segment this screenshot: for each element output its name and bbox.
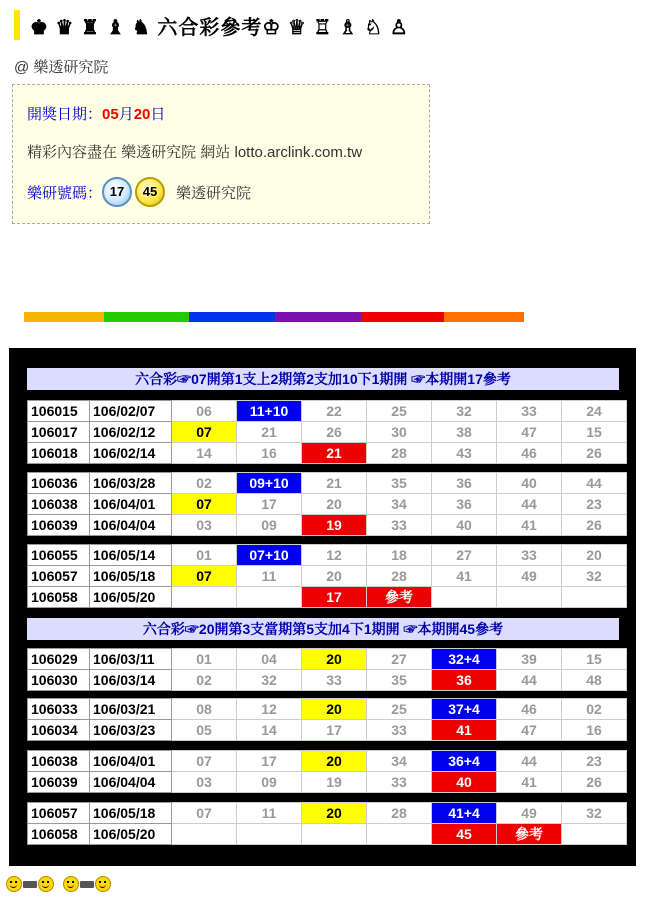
number-cell: 06 <box>172 401 237 422</box>
draw-group-table <box>27 472 627 536</box>
draw-date: 106/05/18 <box>90 803 172 824</box>
number-cell: 19 <box>302 515 367 536</box>
draw-id: 106018 <box>28 443 90 464</box>
number-cell: 02 <box>562 699 627 720</box>
draw-date-month-unit: 月 <box>118 106 134 123</box>
table-row <box>28 803 627 824</box>
draw-date-day-unit: 日 <box>150 106 166 123</box>
draw-date: 106/05/18 <box>90 566 172 587</box>
draw-id: 106057 <box>28 803 90 824</box>
number-cell: 26 <box>562 772 627 793</box>
number-cell: 44 <box>497 494 562 515</box>
draw-id: 106036 <box>28 473 90 494</box>
number-cell: 28 <box>367 443 432 464</box>
number-cell <box>172 824 237 845</box>
number-cell: 21 <box>237 422 302 443</box>
number-cell: 08 <box>172 699 237 720</box>
draw-date-label: 開獎日期： <box>27 106 103 123</box>
draw-group-table <box>27 750 627 793</box>
number-cell: 20 <box>302 751 367 772</box>
number-cell: 44 <box>497 670 562 691</box>
table-row <box>28 443 627 464</box>
numbers-row <box>27 177 251 207</box>
number-cell: 32 <box>562 566 627 587</box>
draw-id: 106039 <box>28 515 90 536</box>
number-cell: 44 <box>562 473 627 494</box>
number-cell: 35 <box>367 473 432 494</box>
number-cell: 11+10 <box>237 401 302 422</box>
number-cell: 參考 <box>367 587 432 608</box>
page-header <box>14 10 409 40</box>
number-cell: 04 <box>237 649 302 670</box>
draw-id: 106057 <box>28 566 90 587</box>
number-cell: 33 <box>497 545 562 566</box>
number-cell: 12 <box>302 545 367 566</box>
number-cell: 33 <box>367 772 432 793</box>
number-cell: 11 <box>237 803 302 824</box>
byline: @ 樂透研究院 <box>14 59 109 76</box>
section-title: 六合彩☞20開第3支當期第5支加4下1期開 ☞本期開45參考 <box>27 618 619 640</box>
number-cell: 27 <box>432 545 497 566</box>
number-cell: 22 <box>302 401 367 422</box>
draw-date-month: 05 <box>102 106 119 123</box>
number-cell: 27 <box>367 649 432 670</box>
draw-group-table <box>27 648 627 691</box>
number-cell: 28 <box>367 803 432 824</box>
number-cell: 20 <box>302 494 367 515</box>
number-cell: 36 <box>432 494 497 515</box>
table-row <box>28 473 627 494</box>
number-cell: 參考 <box>497 824 562 845</box>
number-cell: 26 <box>302 422 367 443</box>
number-cell: 41 <box>432 720 497 741</box>
number-cell: 21 <box>302 473 367 494</box>
draw-group-table <box>27 802 627 845</box>
gun-icon <box>80 881 94 888</box>
numbers-source: 樂透研究院 <box>176 184 252 202</box>
number-cell: 17 <box>302 587 367 608</box>
number-cell: 32 <box>432 401 497 422</box>
number-cell: 20 <box>302 699 367 720</box>
number-cell: 23 <box>562 494 627 515</box>
number-cell: 16 <box>237 443 302 464</box>
number-cell: 39 <box>497 649 562 670</box>
table-row <box>28 824 627 845</box>
number-cell: 18 <box>367 545 432 566</box>
number-cell: 15 <box>562 649 627 670</box>
number-cell: 40 <box>432 515 497 536</box>
number-cell: 34 <box>367 494 432 515</box>
number-cell: 09 <box>237 515 302 536</box>
table-row <box>28 422 627 443</box>
number-cell: 41 <box>497 772 562 793</box>
draw-id: 106038 <box>28 751 90 772</box>
draw-date: 106/04/04 <box>90 515 172 536</box>
number-cell: 33 <box>302 670 367 691</box>
number-cell: 09+10 <box>237 473 302 494</box>
numbers-label: 樂研號碼： <box>27 184 103 202</box>
number-cell: 19 <box>302 772 367 793</box>
number-cell: 36 <box>432 670 497 691</box>
number-cell: 38 <box>432 422 497 443</box>
table-row <box>28 720 627 741</box>
draw-id: 106039 <box>28 772 90 793</box>
table-row <box>28 545 627 566</box>
draw-group-table <box>27 400 627 464</box>
color-segment <box>24 312 104 322</box>
number-cell: 47 <box>497 720 562 741</box>
number-cell: 02 <box>172 473 237 494</box>
smiley-icon <box>63 876 79 892</box>
source-text: 精彩內容盡在 樂透研究院 網站 lotto.arclink.com.tw <box>27 144 363 161</box>
draw-date: 106/03/11 <box>90 649 172 670</box>
number-cell: 09 <box>237 772 302 793</box>
number-cell: 26 <box>562 443 627 464</box>
number-cell: 48 <box>562 670 627 691</box>
number-cell: 01 <box>172 649 237 670</box>
number-cell: 20 <box>302 649 367 670</box>
number-cell <box>237 587 302 608</box>
draw-id: 106033 <box>28 699 90 720</box>
draw-date: 106/03/23 <box>90 720 172 741</box>
rainbow-divider <box>24 312 524 322</box>
table-row <box>28 587 627 608</box>
color-segment <box>275 312 361 322</box>
number-cell: 36+4 <box>432 751 497 772</box>
smiley-icon <box>6 876 22 892</box>
smiley-icon <box>95 876 111 892</box>
number-cell: 33 <box>497 401 562 422</box>
draw-date: 106/04/04 <box>90 772 172 793</box>
table-row <box>28 649 627 670</box>
number-cell: 35 <box>367 670 432 691</box>
number-cell: 07 <box>172 803 237 824</box>
number-cell: 07 <box>172 751 237 772</box>
number-cell: 30 <box>367 422 432 443</box>
draw-date: 106/05/20 <box>90 824 172 845</box>
table-row <box>28 772 627 793</box>
table-row <box>28 751 627 772</box>
lotto-ball-2: 45 <box>135 177 165 207</box>
number-cell: 11 <box>237 566 302 587</box>
number-cell: 20 <box>562 545 627 566</box>
number-cell: 05 <box>172 720 237 741</box>
number-cell: 02 <box>172 670 237 691</box>
color-segment <box>444 312 524 322</box>
draw-id: 106030 <box>28 670 90 691</box>
table-row <box>28 566 627 587</box>
number-cell: 33 <box>367 720 432 741</box>
section-title: 六合彩☞07開第1支上2期第2支加10下1期開 ☞本期開17參考 <box>27 368 619 390</box>
number-cell: 24 <box>562 401 627 422</box>
number-cell: 26 <box>562 515 627 536</box>
number-cell: 41+4 <box>432 803 497 824</box>
draw-id: 106034 <box>28 720 90 741</box>
number-cell: 14 <box>237 720 302 741</box>
number-cell: 12 <box>237 699 302 720</box>
number-cell <box>237 824 302 845</box>
gun-icon <box>23 881 37 888</box>
number-cell <box>432 587 497 608</box>
color-segment <box>189 312 275 322</box>
number-cell: 07 <box>172 494 237 515</box>
number-cell: 28 <box>367 566 432 587</box>
smiley-icon <box>38 876 54 892</box>
draw-id: 106058 <box>28 587 90 608</box>
draw-id: 106038 <box>28 494 90 515</box>
number-cell: 49 <box>497 803 562 824</box>
number-cell: 46 <box>497 699 562 720</box>
number-cell <box>497 587 562 608</box>
color-segment <box>361 312 445 322</box>
number-cell: 23 <box>562 751 627 772</box>
number-cell: 45 <box>432 824 497 845</box>
number-cell: 33 <box>367 515 432 536</box>
number-cell: 36 <box>432 473 497 494</box>
info-box <box>12 84 430 224</box>
number-cell: 07 <box>172 566 237 587</box>
number-cell: 20 <box>302 566 367 587</box>
header-accent-stripe <box>14 10 20 40</box>
number-cell: 41 <box>432 566 497 587</box>
draw-id: 106015 <box>28 401 90 422</box>
number-cell: 25 <box>367 699 432 720</box>
number-cell <box>562 824 627 845</box>
table-row <box>28 670 627 691</box>
number-cell: 17 <box>237 751 302 772</box>
number-cell: 01 <box>172 545 237 566</box>
draw-date-row <box>27 103 165 124</box>
number-cell: 03 <box>172 515 237 536</box>
draw-date: 106/05/14 <box>90 545 172 566</box>
number-cell: 17 <box>302 720 367 741</box>
number-cell: 07+10 <box>237 545 302 566</box>
draw-id: 106017 <box>28 422 90 443</box>
number-cell: 40 <box>432 772 497 793</box>
number-cell: 32+4 <box>432 649 497 670</box>
prediction-panel <box>9 348 636 866</box>
draw-id: 106055 <box>28 545 90 566</box>
number-cell: 43 <box>432 443 497 464</box>
draw-date: 106/03/28 <box>90 473 172 494</box>
draw-date: 106/02/14 <box>90 443 172 464</box>
number-cell: 40 <box>497 473 562 494</box>
number-cell: 14 <box>172 443 237 464</box>
footer-emoji-row <box>6 876 112 892</box>
number-cell: 07 <box>172 422 237 443</box>
draw-date: 106/04/01 <box>90 751 172 772</box>
draw-date: 106/03/21 <box>90 699 172 720</box>
number-cell <box>172 587 237 608</box>
color-segment <box>104 312 190 322</box>
number-cell: 16 <box>562 720 627 741</box>
draw-date: 106/03/14 <box>90 670 172 691</box>
draw-date: 106/05/20 <box>90 587 172 608</box>
number-cell <box>562 587 627 608</box>
page-title: ♚ ♛ ♜ ♝ ♞ 六合彩參考♔ ♕ ♖ ♗ ♘ ♙ <box>30 16 409 39</box>
draw-date: 106/02/12 <box>90 422 172 443</box>
table-row <box>28 401 627 422</box>
draw-date-day: 20 <box>133 106 151 123</box>
draw-group-table <box>27 544 627 608</box>
draw-group-table <box>27 698 627 741</box>
draw-date: 106/02/07 <box>90 401 172 422</box>
number-cell: 34 <box>367 751 432 772</box>
table-row <box>28 515 627 536</box>
number-cell: 25 <box>367 401 432 422</box>
number-cell: 49 <box>497 566 562 587</box>
number-cell: 21 <box>302 443 367 464</box>
number-cell: 32 <box>237 670 302 691</box>
number-cell: 44 <box>497 751 562 772</box>
table-row <box>28 699 627 720</box>
number-cell: 15 <box>562 422 627 443</box>
number-cell <box>302 824 367 845</box>
number-cell: 03 <box>172 772 237 793</box>
draw-date: 106/04/01 <box>90 494 172 515</box>
number-cell: 46 <box>497 443 562 464</box>
number-cell: 47 <box>497 422 562 443</box>
number-cell <box>367 824 432 845</box>
draw-id: 106058 <box>28 824 90 845</box>
draw-id: 106029 <box>28 649 90 670</box>
lotto-ball-1: 17 <box>102 177 132 207</box>
number-cell: 41 <box>497 515 562 536</box>
table-row <box>28 494 627 515</box>
number-cell: 17 <box>237 494 302 515</box>
number-cell: 20 <box>302 803 367 824</box>
number-cell: 37+4 <box>432 699 497 720</box>
number-cell: 32 <box>562 803 627 824</box>
